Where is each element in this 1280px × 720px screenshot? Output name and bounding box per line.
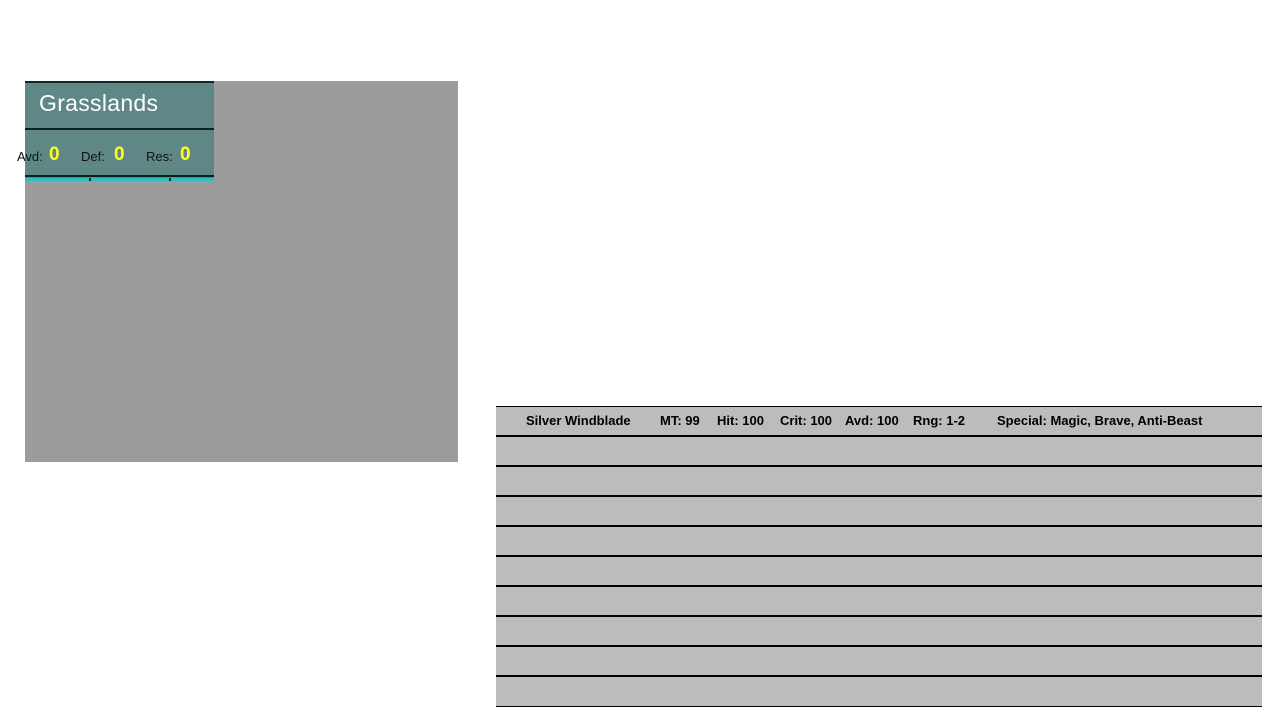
terrain-stat-value: 0 — [49, 144, 60, 165]
terrain-stat-value: 0 — [114, 144, 125, 165]
weapon-name: Silver Windblade — [526, 413, 631, 428]
weapon-list — [496, 406, 1262, 706]
weapon-range: Rng: 1-2 — [913, 413, 965, 428]
weapon-row-empty[interactable] — [496, 497, 1262, 527]
weapon-special: Special: Magic, Brave, Anti-Beast — [997, 413, 1203, 428]
terrain-panel-tick — [169, 178, 171, 181]
weapon-might: MT: 99 — [660, 413, 700, 428]
terrain-info-panel — [17, 81, 214, 181]
weapon-hit: Hit: 100 — [717, 413, 764, 428]
terrain-panel-accent — [25, 178, 214, 181]
terrain-name: Grasslands — [39, 90, 159, 116]
terrain-divider — [25, 128, 214, 130]
terrain-stat-label: Res: — [146, 149, 173, 164]
terrain-panel-border — [25, 175, 214, 177]
weapon-row-empty[interactable] — [496, 467, 1262, 497]
weapon-avoid: Avd: 100 — [845, 413, 899, 428]
terrain-stat-label: Avd: — [17, 149, 43, 164]
weapon-crit: Crit: 100 — [780, 413, 833, 428]
weapon-row[interactable] — [496, 407, 1262, 437]
terrain-stat-value: 0 — [180, 144, 191, 165]
weapon-row-empty[interactable] — [496, 617, 1262, 647]
weapon-row-empty[interactable] — [496, 437, 1262, 467]
terrain-panel-tick — [89, 178, 91, 181]
terrain-stat-label: Def: — [81, 149, 105, 164]
weapon-row-empty[interactable] — [496, 527, 1262, 557]
weapon-row-empty[interactable] — [496, 647, 1262, 677]
weapon-row-empty[interactable] — [496, 587, 1262, 617]
weapon-row-empty[interactable] — [496, 557, 1262, 587]
weapon-row-empty[interactable] — [496, 677, 1262, 707]
